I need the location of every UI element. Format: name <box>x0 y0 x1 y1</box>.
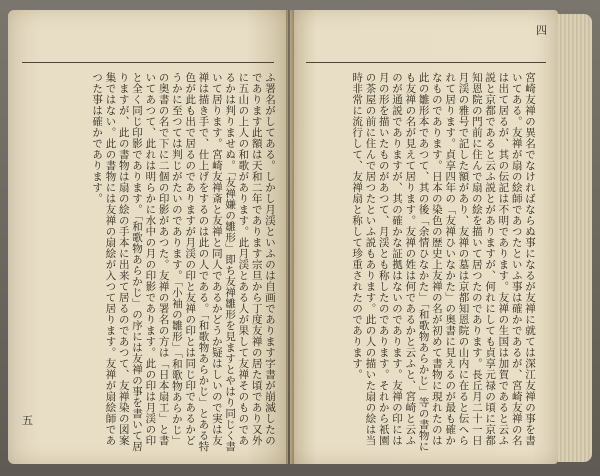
right-page-text <box>304 72 536 454</box>
left-page-body: ふ署名がしてある。しかし月渓といふのは自画であります字書が崩滅したのであります此額は天和二年であります宗旦から丁度友禅の居た頃であり又外に五山の上人の和歌があります。此月渓とある人が果して友禅そのものであるかは判りませぬ。「友禅嫌の雛形」即ち友禅雛形を見ますとやはり同じく書いて居ります。宮崎友禅斎と友禅と同人であるかどうか疑はしいので実は友禅は描き手で、仕上げをするのは此の人である。「和歌物あらかじ」とある特色が此も出で居るのでありますが月渓の印と友禅の印とは同じ印であるかどうかに至つては判じがたいのであります。「小袖の雛形」「和歌物あらかじ」の奥書の名で下に二個の印影があつた。友禅の署名の方は「日本扇工」と書いてあつて、此れは明らかに水中の月の印影であります。此の印は月渓の印と全く同じ印影であります。「和歌物あらかじ」の序には友禅の事を書いて居りますが、此の書物は扇の絵の手本に出来て居るのであつて、友禅染の図案集ではない。此の書物には友禅の扇絵が入つて居ります。友禅が扇絵師であつた事は確かであります。 <box>91 72 276 452</box>
left-header-rule <box>22 62 274 63</box>
left-page-text <box>26 72 276 454</box>
right-header-rule <box>306 62 546 63</box>
right-page-body: 宮崎友禅の異名でなければならぬ事になるが友禅に就ては深江友禅の事を書いてある。友禅が扇の絵師であつたといふ事は確かであるが、宮崎友禅の名は出て居るが、其の伝記は不明であります。友禅の生国は加賀であると云ふ説と京都であると云ふ説とがありますが、何れにしても貞享元禄の頃に京都知恩院の門前に住んで扇の絵を描いて居つたのであります。長丘月二十一日月渓の雅号で記した額があり、友禅の墓は京都知恩院の山内に在ると伝へられて居ります。貞享四年の「友禅ひいなかた」の奥書に見えるのが最も確かなものであります。日本の染色の歴史上友禅の名が初めて書物に現れたのは此の雛形本であつて、其の後「余情ひなかた」「和歌物あらかじ」等の書物にも友禅の名が見えて居ります。友禅の姓は何であるかと云ふと、宮崎と云ふのが通説でありますが、其の確かな証拠はないのであります。友禅の印には月の形を描いたものがあつて、月渓とも称したのであります。それから祇園の茶屋の前に住んで居つたといふ説もあります。此の人の描いた扇の絵は当時非常に流行して、友禅扇と称して珍重されたのであります。 <box>351 72 536 452</box>
book-gutter <box>286 10 294 464</box>
page-edges <box>558 14 592 462</box>
left-page-number: 五 <box>22 414 33 427</box>
right-page-number: 四 <box>536 24 547 37</box>
